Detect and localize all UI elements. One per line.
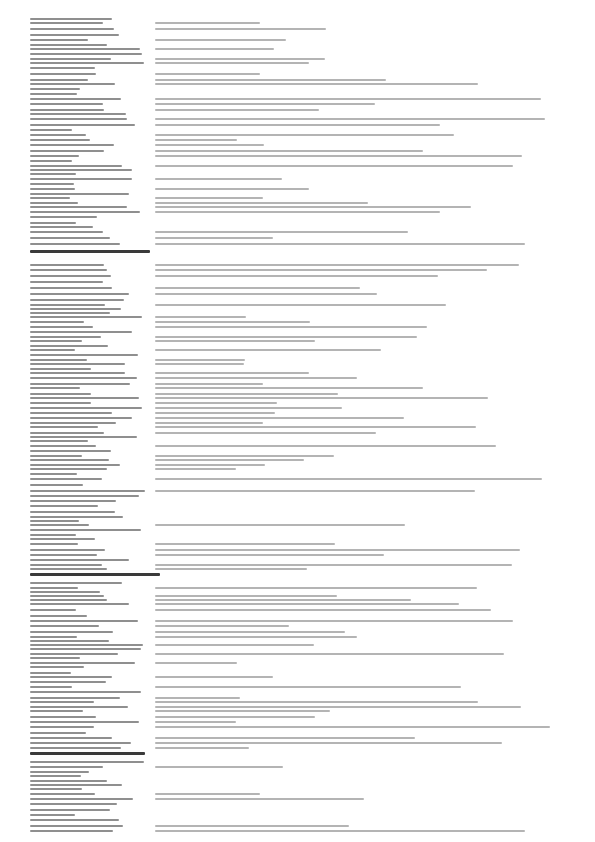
text-line (30, 568, 148, 580)
text-line (155, 304, 565, 316)
text-line (155, 747, 565, 759)
text-line (30, 830, 148, 842)
text-line (155, 243, 565, 255)
text-line (155, 478, 565, 490)
text-line (155, 165, 565, 177)
text-line (155, 275, 565, 287)
text-line (155, 830, 565, 842)
text-line (155, 83, 565, 95)
text-line (155, 662, 565, 674)
text-line (155, 490, 565, 502)
text-line (30, 243, 148, 255)
text-line (155, 568, 565, 580)
text-line (155, 524, 565, 536)
text-line (155, 432, 565, 444)
text-line (155, 766, 565, 778)
text-line (155, 211, 565, 223)
text-line (155, 798, 565, 810)
text-line (30, 747, 148, 759)
